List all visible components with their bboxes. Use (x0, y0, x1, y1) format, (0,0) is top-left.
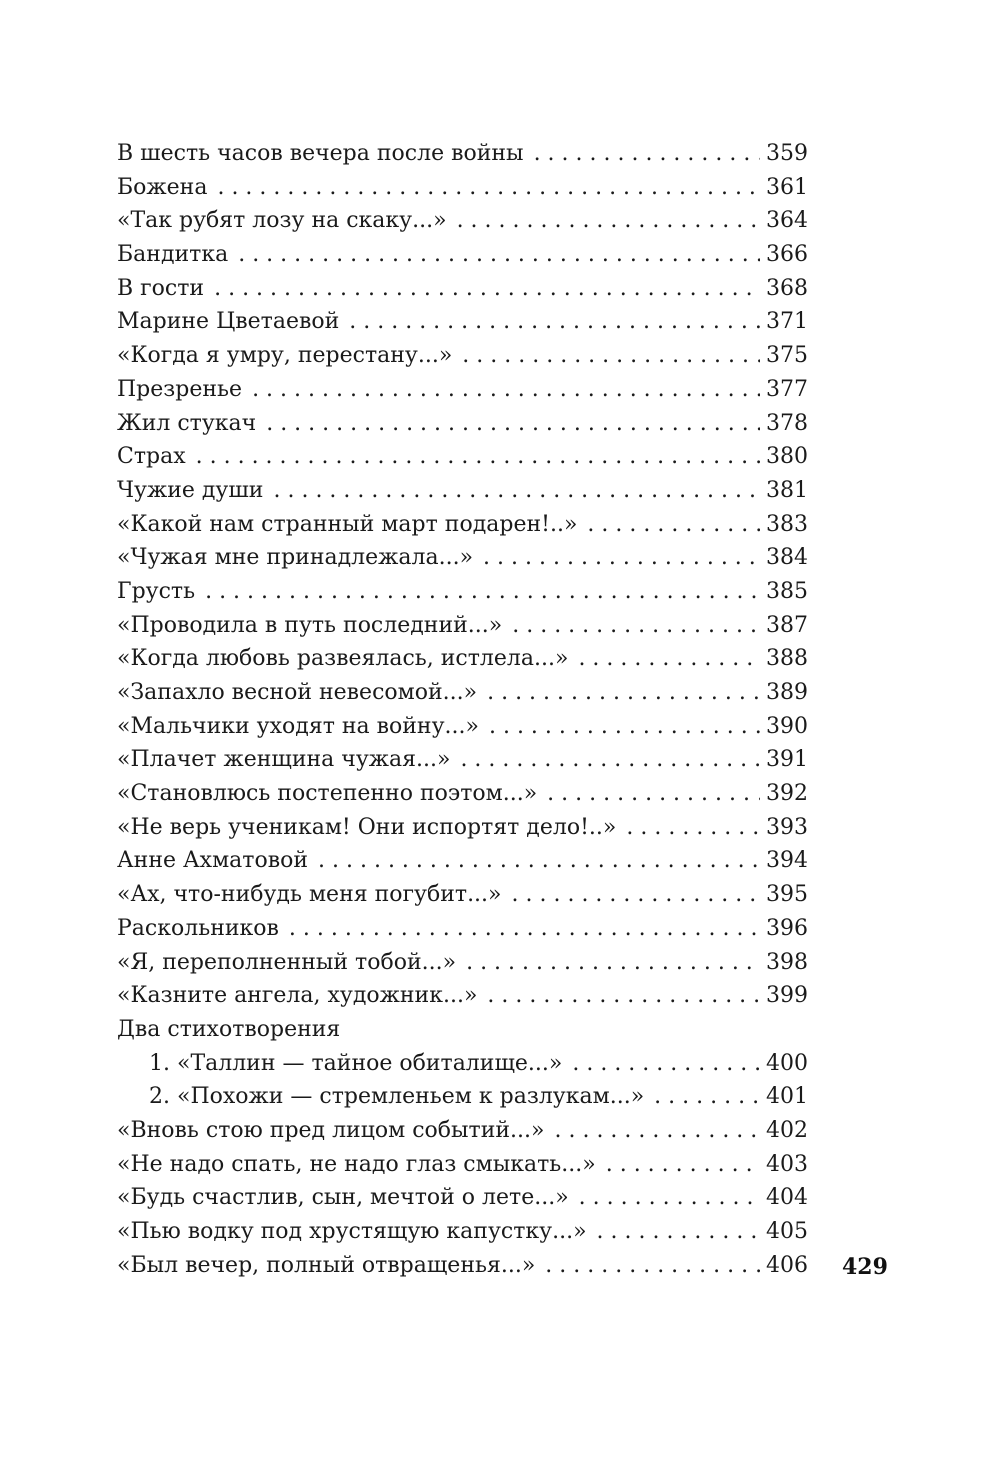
toc-entry-page: 393 (766, 814, 808, 840)
toc-entry[interactable] (117, 979, 808, 1013)
dot-leader (217, 171, 760, 205)
toc-entry[interactable] (117, 1114, 808, 1148)
toc-entry-page: 398 (766, 949, 808, 975)
dot-leader (626, 811, 760, 845)
toc-subentry[interactable] (117, 1080, 808, 1114)
toc-entry-page: 361 (766, 174, 808, 200)
toc-entry[interactable] (117, 171, 808, 205)
dot-leader (654, 1080, 760, 1114)
dot-leader (349, 305, 760, 339)
toc-entry-title: Марине Цветаевой (117, 309, 340, 335)
dot-leader (252, 373, 760, 407)
toc-entry-page: 384 (766, 545, 808, 571)
toc-entry[interactable] (117, 912, 808, 946)
toc-entry-title: «Так рубят лозу на скаку...» (117, 208, 447, 234)
dot-leader (606, 1148, 760, 1182)
dot-leader (597, 1215, 760, 1249)
toc-entry-title: «Будь счастлив, сын, мечтой о лете...» (117, 1185, 569, 1211)
dot-leader (483, 541, 760, 575)
toc-entry-title: Презренье (117, 376, 243, 402)
toc-entry-page: 399 (766, 983, 808, 1009)
toc-entry-title: Анне Ахматовой (117, 848, 309, 874)
toc-subentry[interactable] (117, 1047, 808, 1081)
toc-entry[interactable] (117, 1215, 808, 1249)
toc-entry-title: Бандитка (117, 242, 229, 268)
toc-entry-title: «Плачет женщина чужая...» (117, 747, 451, 773)
toc-entry-page: 378 (766, 410, 808, 436)
toc-entry-page: 395 (766, 882, 808, 908)
toc-entry[interactable] (117, 272, 808, 306)
dot-leader (545, 1249, 760, 1283)
toc-entry-page: 404 (766, 1185, 808, 1211)
toc-entry-page: 368 (766, 275, 808, 301)
dot-leader (487, 979, 760, 1013)
toc-entry-page: 402 (766, 1117, 808, 1143)
toc-entry-page: 388 (766, 646, 808, 672)
dot-leader (289, 912, 760, 946)
dot-leader (512, 609, 760, 643)
toc-entry-page: 396 (766, 915, 808, 941)
toc-entry[interactable] (117, 811, 808, 845)
toc-entry[interactable] (117, 575, 808, 609)
dot-leader (466, 946, 760, 980)
toc-entry[interactable] (117, 238, 808, 272)
toc-entry-page: 387 (766, 612, 808, 638)
dot-leader (238, 238, 760, 272)
dot-leader (266, 407, 760, 441)
dot-leader (462, 339, 760, 373)
dot-leader (489, 710, 760, 744)
toc-entry[interactable] (117, 743, 808, 777)
toc-entry-title: «Был вечер, полный отвращенья...» (117, 1252, 536, 1278)
dot-leader (318, 844, 760, 878)
page-number: 429 (842, 1254, 888, 1280)
toc-entry[interactable] (117, 541, 808, 575)
toc-entry-page: 405 (766, 1219, 808, 1244)
toc-entry-title: Раскольников (117, 915, 279, 941)
toc-entry[interactable] (117, 946, 808, 980)
dot-leader (487, 676, 760, 710)
toc-entry[interactable] (117, 1181, 808, 1215)
toc-entry-page: 394 (766, 848, 808, 874)
toc-entry-title: Страх (117, 444, 186, 470)
toc-entry-page: 381 (766, 477, 808, 503)
toc-entry[interactable] (117, 407, 808, 441)
toc-entry-title: Божена (117, 174, 208, 200)
toc-entry[interactable] (117, 1148, 808, 1182)
toc-entry[interactable] (117, 710, 808, 744)
toc-entry-title: «Когда любовь развеялась, истлела...» (117, 646, 569, 672)
toc-entry-title: «Какой нам странный март подарен!..» (117, 511, 578, 537)
toc-entry[interactable] (117, 508, 808, 542)
toc-entry-page: 390 (766, 713, 808, 739)
dot-leader (547, 777, 760, 811)
toc-entry-title: 1. «Таллин — тайное обиталище...» (149, 1050, 563, 1076)
dot-leader (457, 204, 760, 238)
toc-entry[interactable] (117, 878, 808, 912)
toc-entry-title: Жил стукач (117, 410, 257, 436)
toc-entry-title: «Не надо спать, не надо глаз смыкать...» (117, 1151, 596, 1177)
toc-entry-page: 403 (766, 1151, 808, 1177)
dot-leader (572, 1047, 760, 1081)
toc-entry-title: «Не верь ученикам! Они испортят дело!..» (117, 814, 617, 840)
toc-entry-page: 385 (766, 578, 808, 604)
toc-entry[interactable] (117, 440, 808, 474)
toc-entry[interactable] (117, 305, 808, 339)
dot-leader (205, 575, 760, 609)
dot-leader (214, 272, 760, 306)
toc-entry-page: 366 (766, 242, 808, 268)
dot-leader (534, 137, 760, 171)
toc-entry-page: 375 (766, 343, 808, 369)
toc-entry-title: Грусть (117, 578, 196, 604)
toc-entry-page: 389 (766, 680, 808, 705)
toc-entry[interactable] (117, 137, 808, 171)
toc-entry[interactable] (117, 844, 808, 878)
toc-entry-page: 371 (766, 309, 808, 335)
toc-entry-title: «Казните ангела, художник...» (117, 983, 478, 1009)
toc-entry-title: В шесть часов вечера после войны (117, 141, 524, 166)
toc-entry-page: 359 (766, 141, 808, 166)
dot-leader (196, 440, 760, 474)
dot-leader (579, 1181, 760, 1215)
table-of-contents (117, 137, 808, 1282)
toc-entry-title: «Когда я умру, перестану...» (117, 343, 453, 369)
toc-entry-title: «Пью водку под хрустящую капустку...» (117, 1219, 587, 1244)
toc-entry-title: «Вновь стою пред лицом событий...» (117, 1117, 545, 1143)
toc-entry[interactable] (117, 777, 808, 811)
toc-entry-page: 364 (766, 208, 808, 234)
dot-leader (554, 1114, 760, 1148)
toc-entry-page: 392 (766, 781, 808, 807)
toc-entry-page: 400 (766, 1050, 808, 1076)
toc-entry[interactable] (117, 1249, 808, 1283)
toc-entry-title: «Запахло весной невесомой...» (117, 680, 478, 705)
toc-entry-page: 406 (766, 1252, 808, 1278)
toc-entry-title: 2. «Похожи — стремленьем к разлукам...» (149, 1084, 645, 1110)
toc-entry-title: «Я, переполненный тобой...» (117, 949, 457, 975)
toc-entry-title: «Проводила в путь последний...» (117, 612, 503, 638)
toc-entry[interactable] (117, 373, 808, 407)
toc-entry[interactable] (117, 609, 808, 643)
dot-leader (460, 743, 760, 777)
toc-entry[interactable] (117, 204, 808, 238)
dot-leader (512, 878, 760, 912)
dot-leader (578, 642, 760, 676)
toc-section-heading (117, 1013, 808, 1047)
toc-entry-page: 391 (766, 747, 808, 773)
toc-entry-title: «Мальчики уходят на войну...» (117, 713, 479, 739)
toc-entry[interactable] (117, 474, 808, 508)
toc-entry-title: «Становлюсь постепенно поэтом...» (117, 781, 538, 807)
toc-entry-title: В гости (117, 275, 205, 301)
toc-entry[interactable] (117, 676, 808, 710)
toc-entry[interactable] (117, 339, 808, 373)
toc-entry-page: 383 (766, 511, 808, 537)
toc-entry-page: 377 (766, 376, 808, 402)
dot-leader (587, 508, 760, 542)
toc-entry-title: Чужие души (117, 477, 264, 503)
toc-entry-title: «Ах, что-нибудь меня погубит...» (117, 882, 502, 908)
toc-entry-page: 401 (766, 1084, 808, 1110)
toc-entry-title: «Чужая мне принадлежала...» (117, 545, 474, 571)
toc-entry-page: 380 (766, 444, 808, 470)
toc-entry-title: Два стихотворения (117, 1016, 341, 1042)
toc-entry[interactable] (117, 642, 808, 676)
dot-leader (273, 474, 760, 508)
